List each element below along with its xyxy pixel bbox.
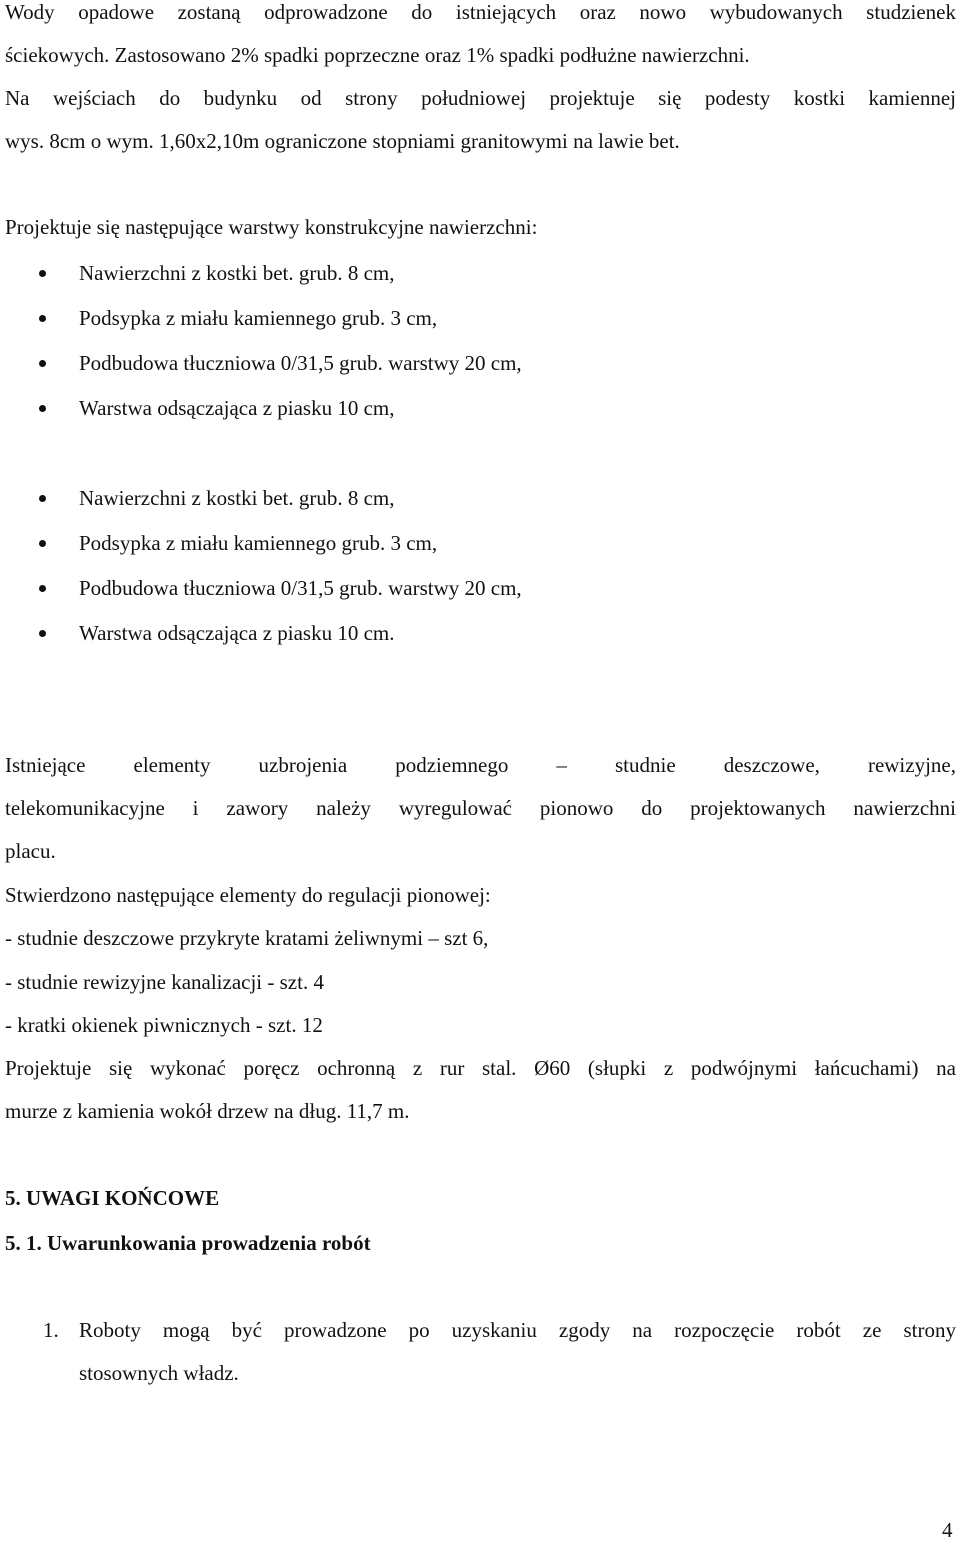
regulation-item-1: - studnie deszczowe przykryte kratami żeliwnymi – szt 6, <box>5 926 489 950</box>
intro-line-2: ściekowych. Zastosowano 2% spadki poprzeczne oraz 1% spadki podłużne nawierzchni. <box>5 43 750 67</box>
list-item: Podbudowa tłuczniowa 0/31,5 grub. warstwy 20 cm, <box>79 576 522 600</box>
bullet-icon <box>39 405 46 412</box>
regulation-item-3: - kratki okienek piwnicznych - szt. 12 <box>5 1013 323 1037</box>
bullet-icon <box>39 315 46 322</box>
intro-line-4: wys. 8cm o wym. 1,60x2,10m ograniczone stopniami granitowymi na lawie bet. <box>5 129 680 153</box>
bullet-icon <box>39 360 46 367</box>
existing-line-3: placu. <box>5 839 56 863</box>
list-item: Podbudowa tłuczniowa 0/31,5 grub. warstwy 20 cm, <box>79 351 522 375</box>
intro-line-3: Na wejściach do budynku od strony południowej projektuje się podesty kostki kamiennej <box>5 86 956 110</box>
layers-intro: Projektuje się następujące warstwy konstrukcyjne nawierzchni: <box>5 215 538 239</box>
list-item: Podsypka z miału kamiennego grub. 3 cm, <box>79 306 438 330</box>
list-item: Warstwa odsączająca z piasku 10 cm. <box>79 621 395 645</box>
bullet-icon <box>39 630 46 637</box>
section-heading: 5. UWAGI KOŃCOWE <box>5 1186 220 1210</box>
numbered-item-line-2: stosownych władz. <box>79 1361 239 1385</box>
existing-line-2: telekomunikacyjne i zawory należy wyregulować pionowo do projektowanych nawierzchni <box>5 796 956 820</box>
list-item: Warstwa odsączająca z piasku 10 cm, <box>79 396 395 420</box>
numbered-item-line-1: Roboty mogą być prowadzone po uzyskaniu zgody na rozpoczęcie robót ze strony <box>79 1318 956 1342</box>
section-subheading: 5. 1. Uwarunkowania prowadzenia robót <box>5 1231 371 1255</box>
list-item: Nawierzchni z kostki bet. grub. 8 cm, <box>79 261 395 285</box>
existing-line-1: Istniejące elementy uzbrojenia podziemnego – studnie deszczowe, rewizyjne, <box>5 753 956 777</box>
regulation-intro: Stwierdzono następujące elementy do regulacji pionowej: <box>5 883 491 907</box>
list-item: Podsypka z miału kamiennego grub. 3 cm, <box>79 531 438 555</box>
list-item: Nawierzchni z kostki bet. grub. 8 cm, <box>79 486 395 510</box>
railing-line-1: Projektuje się wykonać poręcz ochronną z rur stal. Ø60 (słupki z podwójnymi łańcuchami) na <box>5 1056 956 1080</box>
bullet-icon <box>39 585 46 592</box>
item-number: 1. <box>43 1318 59 1342</box>
intro-line-1: Wody opadowe zostaną odprowadzone do istniejących oraz nowo wybudowanych studzienek <box>5 0 956 24</box>
page-number: 4 <box>942 1518 953 1542</box>
bullet-icon <box>39 540 46 547</box>
railing-line-2: murze z kamienia wokół drzew na dług. 11,7 m. <box>5 1099 410 1123</box>
regulation-item-2: - studnie rewizyjne kanalizacji - szt. 4 <box>5 970 324 994</box>
bullet-icon <box>39 495 46 502</box>
bullet-icon <box>39 270 46 277</box>
